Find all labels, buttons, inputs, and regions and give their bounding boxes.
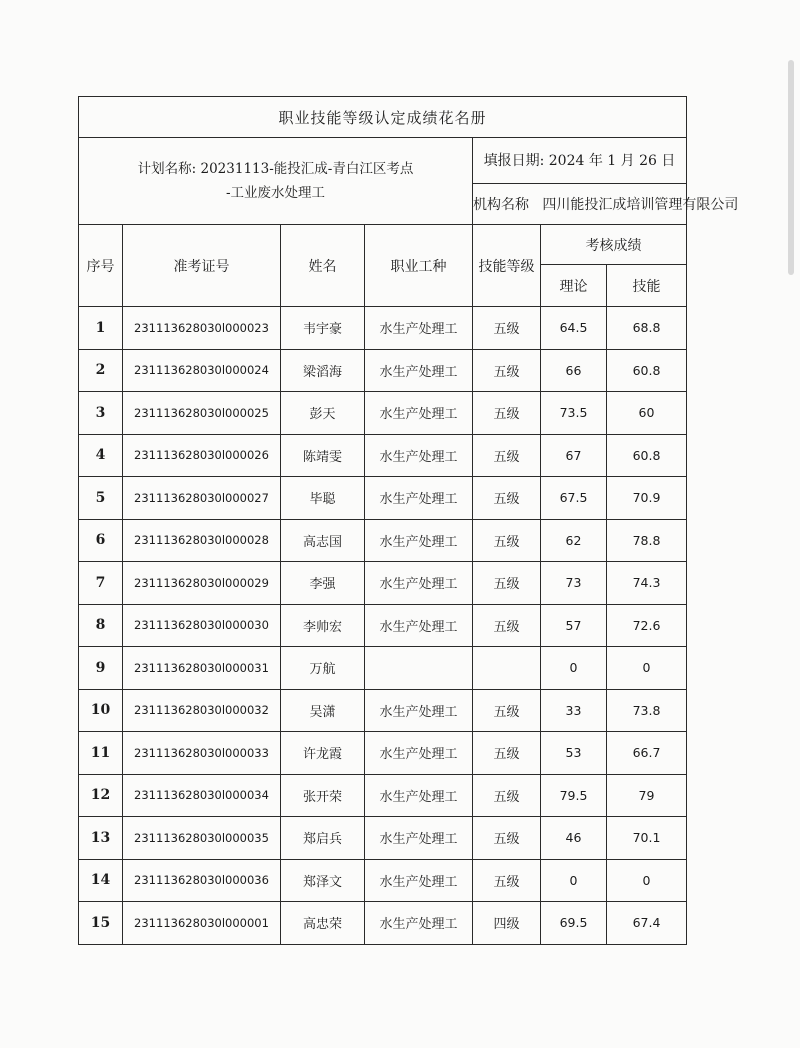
cell-name: 高忠荣 bbox=[281, 902, 365, 945]
table-row bbox=[79, 604, 687, 647]
score-roster-table bbox=[78, 96, 739, 945]
cell-skill: 74.3 bbox=[607, 562, 687, 605]
cell-index: 11 bbox=[79, 732, 123, 775]
cell-skill: 60.8 bbox=[607, 349, 687, 392]
cell-name: 李帅宏 bbox=[281, 604, 365, 647]
cell-theory: 0 bbox=[541, 647, 607, 690]
cell-name: 万航 bbox=[281, 647, 365, 690]
cell-theory: 67 bbox=[541, 434, 607, 477]
cell-level: 五级 bbox=[473, 859, 541, 902]
table-row bbox=[79, 307, 687, 350]
cell-level: 五级 bbox=[473, 562, 541, 605]
cell-name: 许龙霞 bbox=[281, 732, 365, 775]
cell-skill: 70.1 bbox=[607, 817, 687, 860]
plan-name-line2: -工业废水处理工 bbox=[225, 185, 326, 201]
cell-skill: 0 bbox=[607, 859, 687, 902]
scrollbar[interactable] bbox=[788, 60, 794, 275]
cell-ticket: 231113628030l000028 bbox=[123, 519, 281, 562]
cell-theory: 0 bbox=[541, 859, 607, 902]
cell-ticket: 231113628030l000033 bbox=[123, 732, 281, 775]
cell-ticket: 231113628030l000029 bbox=[123, 562, 281, 605]
header-score-group: 考核成绩 bbox=[541, 225, 687, 265]
cell-ticket: 231113628030l000025 bbox=[123, 392, 281, 435]
table-row bbox=[79, 434, 687, 477]
org-name: 四川能投汇成培训管理有限公司 bbox=[542, 196, 739, 213]
cell-ticket: 231113628030l000023 bbox=[123, 307, 281, 350]
cell-theory: 33 bbox=[541, 689, 607, 732]
cell-skill: 66.7 bbox=[607, 732, 687, 775]
table-row bbox=[79, 732, 687, 775]
cell-skill: 78.8 bbox=[607, 519, 687, 562]
cell-theory: 67.5 bbox=[541, 477, 607, 520]
org-label: 机构名称 bbox=[473, 196, 529, 213]
cell-skill: 60.8 bbox=[607, 434, 687, 477]
cell-level: 四级 bbox=[473, 902, 541, 945]
cell-ticket: 231113628030l000024 bbox=[123, 349, 281, 392]
cell-theory: 73.5 bbox=[541, 392, 607, 435]
cell-occupation: 水生产处理工 bbox=[365, 477, 473, 520]
cell-name: 郑启兵 bbox=[281, 817, 365, 860]
table-row bbox=[79, 392, 687, 435]
cell-ticket: 231113628030l000027 bbox=[123, 477, 281, 520]
cell-level: 五级 bbox=[473, 349, 541, 392]
cell-name: 彭天 bbox=[281, 392, 365, 435]
cell-ticket: 231113628030l000031 bbox=[123, 647, 281, 690]
cell-index: 8 bbox=[79, 604, 123, 647]
cell-occupation: 水生产处理工 bbox=[365, 604, 473, 647]
org-cell bbox=[473, 183, 739, 224]
cell-occupation: 水生产处理工 bbox=[365, 732, 473, 775]
header-ticket: 准考证号 bbox=[123, 225, 281, 307]
cell-theory: 79.5 bbox=[541, 774, 607, 817]
cell-name: 陈靖雯 bbox=[281, 434, 365, 477]
cell-theory: 46 bbox=[541, 817, 607, 860]
table-row bbox=[79, 774, 687, 817]
cell-occupation: 水生产处理工 bbox=[365, 392, 473, 435]
roster-rows bbox=[79, 307, 687, 945]
cell-skill: 68.8 bbox=[607, 307, 687, 350]
cell-level: 五级 bbox=[473, 307, 541, 350]
cell-ticket: 231113628030l000036 bbox=[123, 859, 281, 902]
cell-ticket: 231113628030l000035 bbox=[123, 817, 281, 860]
cell-level: 五级 bbox=[473, 519, 541, 562]
cell-skill: 79 bbox=[607, 774, 687, 817]
plan-name-cell bbox=[79, 138, 473, 225]
plan-name-line1: 计划名称: 20231113-能投汇成-青白江区考点 bbox=[137, 161, 414, 177]
cell-index: 7 bbox=[79, 562, 123, 605]
table-row bbox=[79, 902, 687, 945]
cell-occupation: 水生产处理工 bbox=[365, 562, 473, 605]
cell-name: 高志国 bbox=[281, 519, 365, 562]
cell-name: 郑泽文 bbox=[281, 859, 365, 902]
cell-ticket: 231113628030l000034 bbox=[123, 774, 281, 817]
cell-index: 5 bbox=[79, 477, 123, 520]
document-title: 职业技能等级认定成绩花名册 bbox=[79, 97, 687, 138]
cell-index: 12 bbox=[79, 774, 123, 817]
fill-date: 填报日期: 2024 年 1 月 26 日 bbox=[473, 138, 687, 184]
table-row bbox=[79, 562, 687, 605]
header-skill: 技能 bbox=[607, 265, 687, 307]
cell-occupation: 水生产处理工 bbox=[365, 902, 473, 945]
cell-skill: 67.4 bbox=[607, 902, 687, 945]
cell-index: 1 bbox=[79, 307, 123, 350]
cell-name: 吴潇 bbox=[281, 689, 365, 732]
cell-theory: 64.5 bbox=[541, 307, 607, 350]
cell-index: 14 bbox=[79, 859, 123, 902]
cell-occupation: 水生产处理工 bbox=[365, 434, 473, 477]
cell-theory: 73 bbox=[541, 562, 607, 605]
cell-skill: 72.6 bbox=[607, 604, 687, 647]
cell-level: 五级 bbox=[473, 732, 541, 775]
table-row bbox=[79, 689, 687, 732]
header-level: 技能等级 bbox=[473, 225, 541, 307]
cell-name: 毕聪 bbox=[281, 477, 365, 520]
cell-skill: 60 bbox=[607, 392, 687, 435]
cell-index: 10 bbox=[79, 689, 123, 732]
table-row bbox=[79, 647, 687, 690]
cell-occupation: 水生产处理工 bbox=[365, 349, 473, 392]
cell-name: 张开荣 bbox=[281, 774, 365, 817]
cell-occupation: 水生产处理工 bbox=[365, 859, 473, 902]
cell-name: 李强 bbox=[281, 562, 365, 605]
cell-ticket: 231113628030l000001 bbox=[123, 902, 281, 945]
cell-index: 9 bbox=[79, 647, 123, 690]
table-row bbox=[79, 519, 687, 562]
cell-ticket: 231113628030l000026 bbox=[123, 434, 281, 477]
cell-ticket: 231113628030l000032 bbox=[123, 689, 281, 732]
cell-name: 梁滔海 bbox=[281, 349, 365, 392]
cell-occupation: 水生产处理工 bbox=[365, 774, 473, 817]
header-theory: 理论 bbox=[541, 265, 607, 307]
cell-theory: 62 bbox=[541, 519, 607, 562]
cell-ticket: 231113628030l000030 bbox=[123, 604, 281, 647]
cell-index: 2 bbox=[79, 349, 123, 392]
cell-occupation bbox=[365, 647, 473, 690]
cell-level: 五级 bbox=[473, 774, 541, 817]
header-occupation: 职业工种 bbox=[365, 225, 473, 307]
cell-occupation: 水生产处理工 bbox=[365, 689, 473, 732]
cell-theory: 57 bbox=[541, 604, 607, 647]
cell-theory: 53 bbox=[541, 732, 607, 775]
cell-level: 五级 bbox=[473, 817, 541, 860]
table-row bbox=[79, 859, 687, 902]
cell-level: 五级 bbox=[473, 604, 541, 647]
cell-occupation: 水生产处理工 bbox=[365, 817, 473, 860]
cell-index: 13 bbox=[79, 817, 123, 860]
cell-skill: 73.8 bbox=[607, 689, 687, 732]
header-name: 姓名 bbox=[281, 225, 365, 307]
cell-name: 韦宇豪 bbox=[281, 307, 365, 350]
cell-level: 五级 bbox=[473, 477, 541, 520]
cell-skill: 0 bbox=[607, 647, 687, 690]
table-row bbox=[79, 817, 687, 860]
cell-index: 6 bbox=[79, 519, 123, 562]
cell-level bbox=[473, 647, 541, 690]
table-row bbox=[79, 349, 687, 392]
cell-level: 五级 bbox=[473, 689, 541, 732]
table-row bbox=[79, 477, 687, 520]
cell-level: 五级 bbox=[473, 434, 541, 477]
cell-skill: 70.9 bbox=[607, 477, 687, 520]
cell-theory: 69.5 bbox=[541, 902, 607, 945]
cell-theory: 66 bbox=[541, 349, 607, 392]
cell-index: 15 bbox=[79, 902, 123, 945]
cell-index: 4 bbox=[79, 434, 123, 477]
header-index: 序号 bbox=[79, 225, 123, 307]
cell-occupation: 水生产处理工 bbox=[365, 519, 473, 562]
cell-index: 3 bbox=[79, 392, 123, 435]
cell-level: 五级 bbox=[473, 392, 541, 435]
cell-occupation: 水生产处理工 bbox=[365, 307, 473, 350]
